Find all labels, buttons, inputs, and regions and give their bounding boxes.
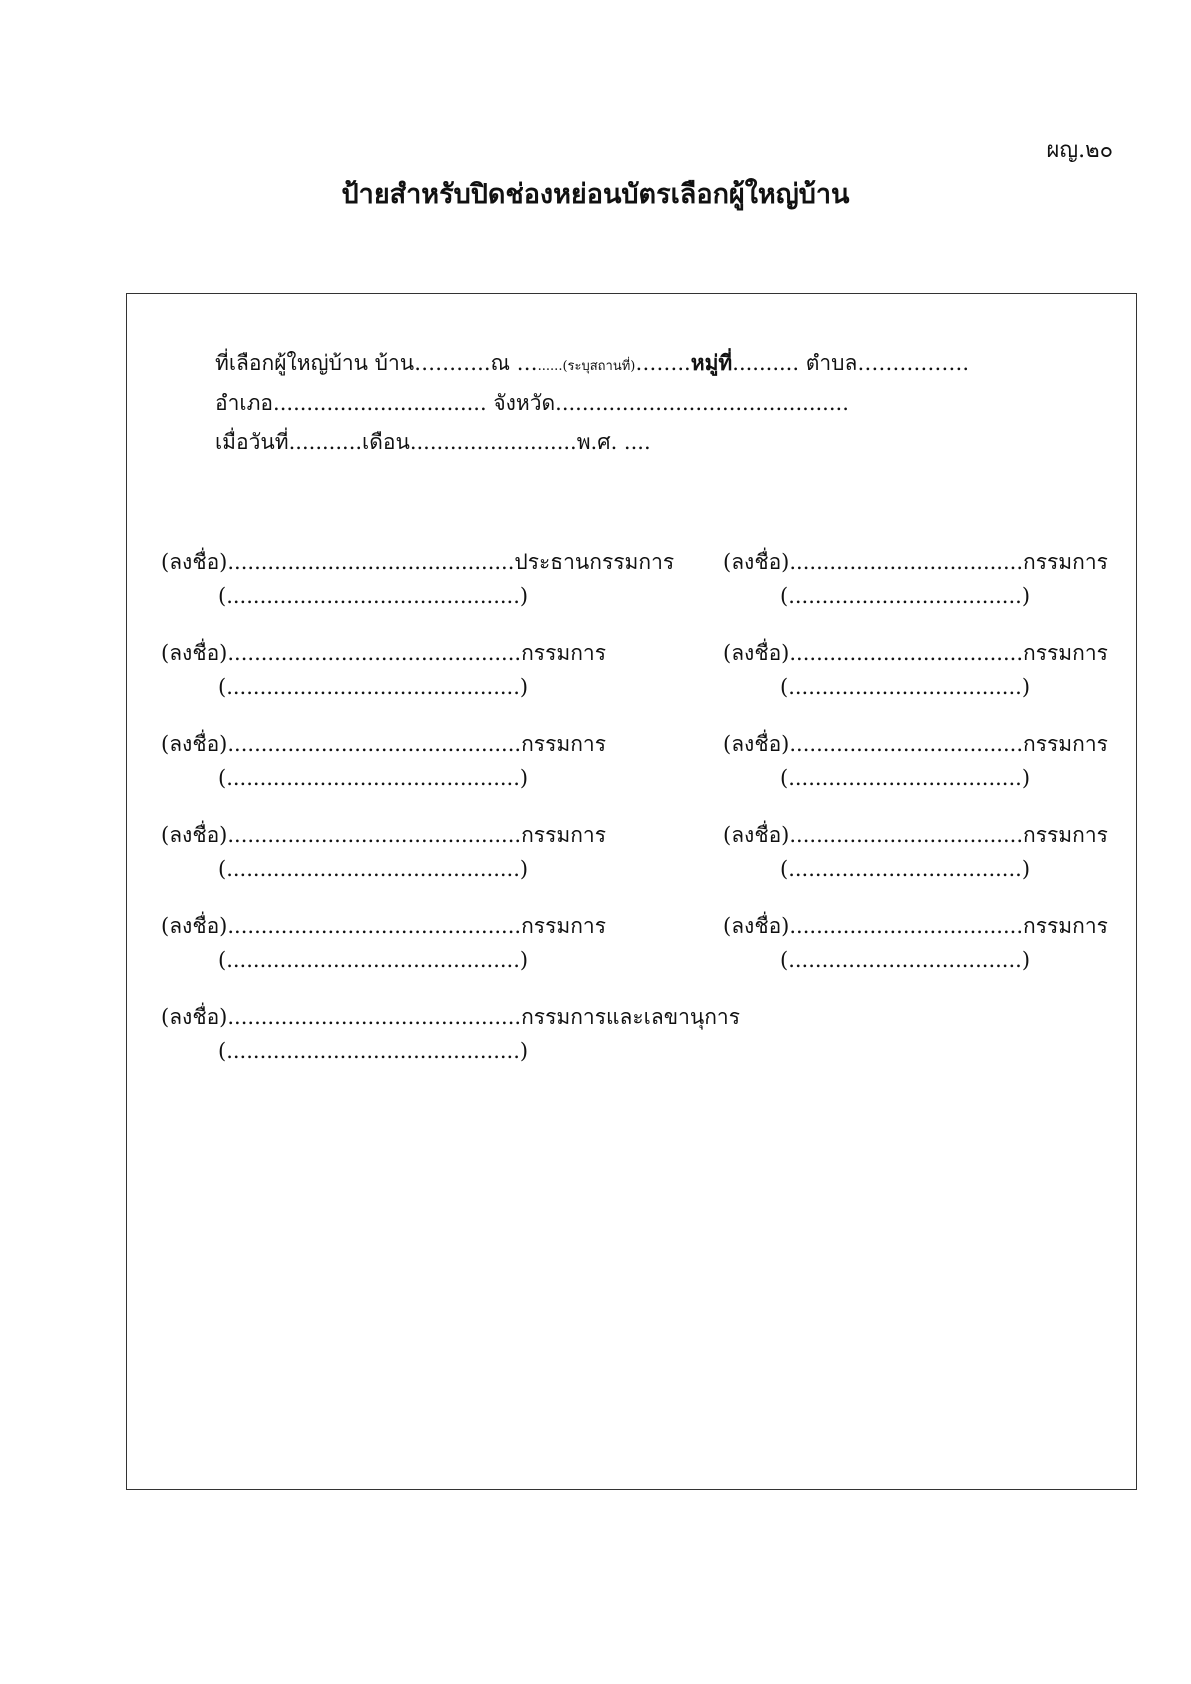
location-line-3: เมื่อวันที่...........เดือน.........................พ.ศ. ....: [215, 430, 651, 454]
sig-right-5: (ลงชื่อ)...................................กรรมการ: [723, 914, 1108, 938]
name-right-2: (...................................): [780, 675, 1031, 699]
location-placeholder-note: ......(ระบุสถานที่): [537, 359, 636, 374]
location-line-1-d: .......... ตำบล…………….: [732, 351, 969, 375]
location-line-1: [215, 347, 969, 380]
location-line-1-b: ……..: [635, 351, 691, 375]
location-line-1-a: ที่เลือกผู้ใหญ่บ้าน บ้าน………..ณ …: [215, 351, 538, 375]
sig-left-5: (ลงชื่อ)............................................กรรมการ: [161, 914, 606, 938]
name-left-3: (............................................): [218, 766, 529, 790]
sig-right-1: (ลงชื่อ)...................................กรรมการ: [723, 550, 1108, 574]
page-title: ป้ายสำหรับปิดช่องหย่อนบัตรเลือกผู้ใหญ่บ้าน: [341, 179, 850, 210]
name-left-1: (............................................): [218, 584, 529, 608]
name-left-4: (............................................): [218, 857, 529, 881]
name-left-6: (............................................): [218, 1039, 529, 1063]
name-right-3: (...................................): [780, 766, 1031, 790]
location-village-no-label: หมู่ที่: [690, 350, 733, 375]
form-code: ผญ.๒๐: [1046, 138, 1113, 163]
sig-right-4: (ลงชื่อ)...................................กรรมการ: [723, 823, 1108, 847]
sig-left-2: (ลงชื่อ)............................................กรรมการ: [161, 641, 606, 665]
name-right-4: (...................................): [780, 857, 1031, 881]
name-left-5: (............................................): [218, 948, 529, 972]
name-right-1: (...................................): [780, 584, 1031, 608]
sig-left-3: (ลงชื่อ)............................................กรรมการ: [161, 732, 606, 756]
sign-frame: [126, 293, 1137, 1490]
sig-left-6: (ลงชื่อ)............................................กรรมการและเลขานุการ: [161, 1005, 741, 1029]
sig-right-3: (ลงชื่อ)...................................กรรมการ: [723, 732, 1108, 756]
sig-left-1: (ลงชื่อ)...........................................ประธานกรรมการ: [161, 550, 675, 574]
location-line-2: อำเภอ................................ จังหวัด............................................: [215, 391, 849, 415]
sig-left-4: (ลงชื่อ)............................................กรรมการ: [161, 823, 606, 847]
name-right-5: (...................................): [780, 948, 1031, 972]
name-left-2: (............................................): [218, 675, 529, 699]
sig-right-2: (ลงชื่อ)...................................กรรมการ: [723, 641, 1108, 665]
